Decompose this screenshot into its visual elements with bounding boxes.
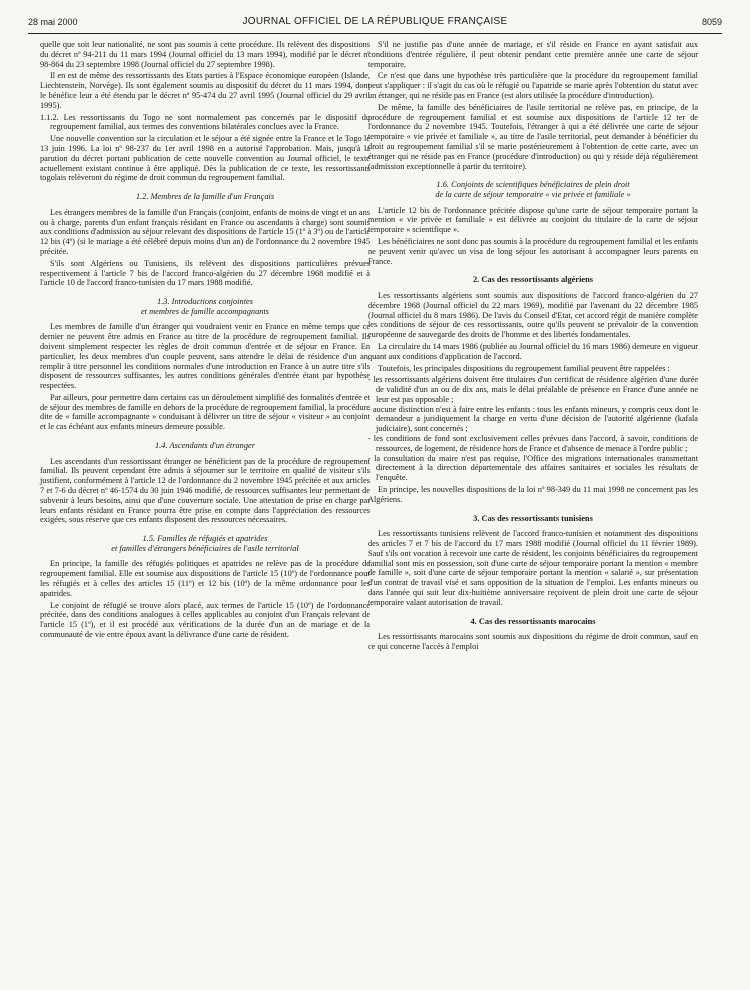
list-item: - les ressortissants algériens doivent être titulaires d'un certificat de résidence algérien d'une durée de validité d'un an ou de dix ans, mais le délai préalable de présence en France d'une année ne leur est pas opposable ; <box>368 375 698 404</box>
paragraph: Les ressortissants marocains sont soumis aux dispositions du régime de droit commun, sauf en ce qui concerne l'accès à l'emploi <box>368 632 698 652</box>
paragraph: 1.1.2. Les ressortissants du Togo ne sont normalement pas concernés par le dispositif du regroupement familial, aux termes des conventions bilatérales conclues avec la France. <box>40 112 370 132</box>
header-rule <box>28 33 722 34</box>
section-heading: 1.2. Membres de la famille d'un Français <box>135 192 275 202</box>
paragraph: Le conjoint de réfugié se trouve alors placé, aux termes de l'article 15 (10º) de l'ordonnance précitée, dans des conditions analogues à celles applicables au conjoint d'un Français relevant de l'article 15 (1º), et il est procédé aux vérifications de la durée d'un an de mariage et de la communauté de vie entre époux avant la délivrance d'une carte de résident. <box>40 600 370 640</box>
paragraph: S'il ne justifie pas d'une année de mariage, et s'il réside en France en ayant satisfait aux conditions d'entrée régulière, il peut obtenir pendant cette première année une carte de séjour temporaire. <box>368 40 698 69</box>
section-heading <box>40 297 370 316</box>
section-heading <box>40 534 370 553</box>
heading-line: 1.3. Introductions conjointes <box>157 297 253 307</box>
paragraph: Ce n'est que dans une hypothèse très particulière que la procédure du regroupement familial peut s'appliquer : il s'agit du cas où le réfugié ou l'apatride se marie après l'obtention du statut avec un étranger, qui ne réside pas en France (est alors utilisée la procédure d'introduction). <box>368 71 698 100</box>
page-header <box>0 0 750 34</box>
paragraph: Les membres de famille d'un étranger qui voudraient venir en France en même temps que ce dernier ne peuvent être admis en France au titre de la procédure de regroupement familial. Ils doivent simplement respecter les règles de droit commun d'entrée et de séjour en France. En particulier, les deux membres d'un couple peuvent, sans attendre le délai de résidence d'un an, remplir à titre personnel les conditions normales d'une introduction en France à un autre titre s'ils disposent de ressources suffisantes, les autres conditions générales d'entrée étant par hypothèse respectées. <box>40 322 370 391</box>
paragraph: Par ailleurs, pour permettre dans certains cas un déroulement simplifié des formalités d'entrée et de séjour des membres de famille en dehors de la procédure de regroupement familial, la procédure dite de « famille accompagnante » conduisant à délivrer un titre de séjour « visiteur » au conjoint et le cas échéant aux enfants mineurs demeure possible. <box>40 392 370 432</box>
list-item: - les conditions de fond sont exclusivement celles prévues dans l'accord, à savoir, conditions de ressources, de logement, de résidence hors de France et d'absence de menace à l'ordre public ; <box>368 434 698 453</box>
right-column <box>368 40 698 654</box>
heading-line: et membres de famille accompagnants <box>140 306 270 316</box>
paragraph: S'ils sont Algériens ou Tunisiens, ils relèvent des dispositions particulières prévues respectivement à l'article 7 bis de l'accord franco-algérien du 27 décembre 1968 modifié et à l'article 10 de l'accord franco-tunisien du 17 mars 1988 modifié. <box>40 258 370 288</box>
section-heading: 3. Cas des ressortissants tunisiens <box>473 513 593 523</box>
heading-line: 1.6. Conjoints de scientifiques bénéficiaires de plein droit <box>436 180 630 190</box>
paragraph: Une nouvelle convention sur la circulation et le séjour a été signée entre la France et le Togo le 13 juin 1996. La loi nº 98-237 du 1er avril 1998 en a autorisé l'approbation. Mais, jusqu'à la parution du décret portant publication de cette nouvelle convention au Journal officiel, le texte actuellement existant continue à être appliqué. Dès la publication de ce texte, les ressortissants togolais relèveront du régime de droit commun du regroupement familial. <box>40 134 370 183</box>
section-heading: 2. Cas des ressortissants algériens <box>472 275 594 285</box>
paragraph: Il en est de même des ressortissants des Etats parties à l'Espace économique européen (Islande, Liechtenstein, Norvège). Ils sont également soumis au dispositif du décret du 11 mars 1994, dont le bénéfice leur a été étendu par le décret nº 95-474 du 27 avril 1995 (Journal officiel du 29 avril 1995). <box>40 71 370 110</box>
left-column <box>40 40 370 642</box>
section-heading: 1.4. Ascendants d'un étranger <box>154 441 256 451</box>
paragraph: En principe, la famille des réfugiés politiques et apatrides ne relève pas de la procédure de regroupement familial. Elle est soumise aux dispositions de l'article 15 (10º) de l'ordonnance pour les réfugiés et à celles des articles 15 (11º) et 12 bis (10º) de la même ordonnance pour les apatrides. <box>40 559 370 598</box>
list-item: - la consultation du maire n'est pas requise, l'Office des migrations internationales transmettant directement à la direction départementale des affaires sanitaires et sociales les résultats de l'enquête. <box>368 453 698 483</box>
paragraph: En principe, les nouvelles dispositions de la loi nº 98-349 du 11 mai 1998 ne concernent pas les Algériens. <box>368 485 698 504</box>
paragraph: quelle que soit leur nationalité, ne sont pas soumis à cette procédure. Ils relèvent des dispositions du décret nº 94-211 du 11 mars 1994 (Journal officiel du 13 mars 1994), modifié par le décret nº 98-864 du 23 septembre 1998 (Journal officiel du 27 septembre 1998). <box>40 40 370 69</box>
heading-line: et familles d'étrangers bénéficiaires de l'asile territorial <box>111 543 299 553</box>
list-item: - aucune distinction n'est à faire entre les enfants : tous les enfants mineurs, y compris ceux dont le demandeur a juridiquement la charge en vertu d'une décision de l'autorité algérienne (kafala judiciaire), sont concernés ; <box>368 404 698 434</box>
heading-line: 1.5. Familles de réfugiés et apatrides <box>142 534 268 544</box>
header-date: 28 mai 2000 <box>28 17 78 27</box>
paragraph: Les ascendants d'un ressortissant étranger ne bénéficient pas de la procédure de regroupement familial. Ils peuvent cependant être admis à séjourner sur le territoire en qualité de visiteur s'ils justifient, conformément à l'article 12 de l'ordonnance du 2 novembre 1945 précitée et aux articles 7 et 7-6 du décret nº 46-1574 du 30 juin 1946 modifié, de ressources suffisantes leur permettant de subvenir à leurs besoins, ainsi que d'une couverture sociale. Une attestation de prise en charge par leurs enfants résidant en France pourra être prise en compte dans l'appréciation des ressources exigées, sous réserve que ces enfants disposent des ressources nécessaires. <box>40 456 370 525</box>
paragraph: Les bénéficiaires ne sont donc pas soumis à la procédure du regroupement familial et les enfants ne peuvent venir qu'avec un visa de long séjour les autorisant à accompagner leurs parents en France. <box>368 236 699 266</box>
bullet-list <box>368 375 698 483</box>
paragraph: Les étrangers membres de la famille d'un Français (conjoint, enfants de moins de vingt et un ans ou à charge, parents d'un enfant français résidant en France ou ascendants à charge) sont soumis aux conditions d'admission au séjour relevant des dispositions de l'article 15 (1º à 3º) ou de l'article 12 bis (4º) (si le mariage a été célébré depuis moins d'un an) de l'ordonnance du 2 novembre 1945 précitée. <box>40 207 370 256</box>
section-heading <box>368 180 698 199</box>
paragraph: Les ressortissants tunisiens relèvent de l'accord franco-tunisien et notamment des dispositions des articles 7 et 7 bis de l'accord du 17 mars 1988 modifié (Journal officiel du 11 février 1989). Sauf s'ils ont vocation à recevoir une carte de résident, les conjoints bénéficiaires du regroupement familial sont mis en possession, soit d'une carte de séjour temporaire portant la mention « membre de famille », soit d'une carte de séjour temporaire portant la mention « salarié », sur présentation d'un contrat de travail visé et sans opposition de la situation de l'emploi. Les enfants mineurs ou dans l'année qui suit leur dix-huitième anniversaire reçoivent de plein droit une carte de séjour temporaire valant autorisation de travail. <box>368 529 698 607</box>
heading-line: de la carte de séjour temporaire « vie privée et familiale » <box>435 189 631 199</box>
paragraph: De même, la famille des bénéficiaires de l'asile territorial ne relève pas, en principe, de la procédure de regroupement familial et est soumise aux dispositions de l'article 12 ter de l'ordonnance du 2 novembre 1945. Toutefois, l'étranger à qui a été délivrée une carte de séjour temporaire « vie privée et familiale », au titre de l'asile territorial, peut demander à bénéficier du droit au regroupement familial s'il se marie postérieurement à l'obtention de cette carte, avec un étranger qui ne réside pas en France (procédure d'introduction) ou qui y réside déjà régulièrement (admission exceptionnelle à partir du territoire). <box>368 102 698 171</box>
section-heading: 4. Cas des ressortissants marocains <box>470 616 596 626</box>
paragraph: Toutefois, les principales dispositions du regroupement familial peuvent être rappelées : <box>378 363 670 373</box>
header-journal-title: JOURNAL OFFICIEL DE LA RÉPUBLIQUE FRANÇAISE <box>242 16 508 27</box>
header-page-number: 8059 <box>701 17 722 27</box>
paragraph: La circulaire du 14 mars 1986 (publiée au Journal officiel du 16 mars 1986) demeure en vigueur quant aux conditions d'application de l'accord. <box>368 341 698 361</box>
paragraph: L'article 12 bis de l'ordonnance précitée dispose qu'une carte de séjour temporaire portant la mention « vie privée et familiale » est délivrée au conjoint du titulaire de la carte de séjour temporaire « scientifique ». <box>368 205 698 235</box>
paragraph: Les ressortissants algériens sont soumis aux dispositions de l'accord franco-algérien du 27 décembre 1968 (Journal officiel du 22 mars 1969), modifié par l'avenant du 22 décembre 1985 (Journal officiel du 8 mars 1986). De l'avis du Conseil d'Etat, cet accord régit de manière complète les conditions de séjour de ces ressortissants, outre qu'ils peuvent se prévaloir de la convention européenne de sauvegarde des droits de l'homme et des libertés fondamentales. <box>368 290 698 340</box>
